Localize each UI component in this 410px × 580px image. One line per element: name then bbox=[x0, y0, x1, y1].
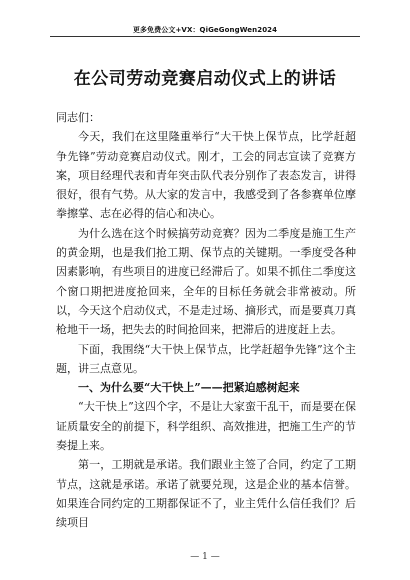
section-heading: 一、为什么要“大干快上”——把紧迫感树起来 bbox=[78, 381, 300, 395]
header-divider bbox=[50, 36, 360, 37]
paragraph: 为什么选在这个时候搞劳动竞赛？因为二季度是施工生产的黄金期，也是我们抢工期、保节点的关键期。一季度受各种因素影响，有些项目的进度已经滞后了。如果不抓住二季度这个窗口期把进度抢回来，全年的目标任务就会非常被动。所以，今天这个启动仪式，不是走过场、摘形式，而是要真刀真枪地干一场，把失去的时间抢回来，把滞后的进度赶上去。 bbox=[56, 226, 356, 337]
greeting: 同志们： bbox=[56, 111, 100, 124]
document-title: 在公司劳动竞赛启动仪式上的讲话 bbox=[73, 69, 337, 89]
paragraph: “大干快上”这四个字，不是让大家蛮干乱干，而是要在保证质量安全的前提下，科学组织、高效推进，把施工生产的节奏提上来。 bbox=[56, 400, 356, 453]
page-number: — 1 — bbox=[190, 552, 220, 562]
paragraph: 第一，工期就是承诺。我们跟业主签了合同，约定了工期节点，这就是承诺。承诺了就要兑现，这是企业的基本信誉。如果连合同约定的工期都保证不了，业主凭什么信任我们？后续项目 bbox=[56, 458, 356, 530]
header-note: 更多免费公文+VX：QiGeGongWen2024 bbox=[132, 26, 278, 34]
document-body bbox=[56, 108, 356, 533]
paragraph: 今天，我们在这里隆重举行“大干快上保节点，比学赶超争先锋”劳动竞赛启动仪式。刚才，工会的同志宣读了竞赛方案，项目经理代表和青年突击队代表分别作了表态发言，讲得很好，很有气势。从大家的发言中，我感受到了各参赛单位摩拳擦掌、志在必得的信心和决心。 bbox=[56, 130, 356, 221]
paragraph: 下面，我围绕“大干快上保节点，比学赶超争先锋”这个主题，讲三点意见。 bbox=[56, 342, 356, 375]
